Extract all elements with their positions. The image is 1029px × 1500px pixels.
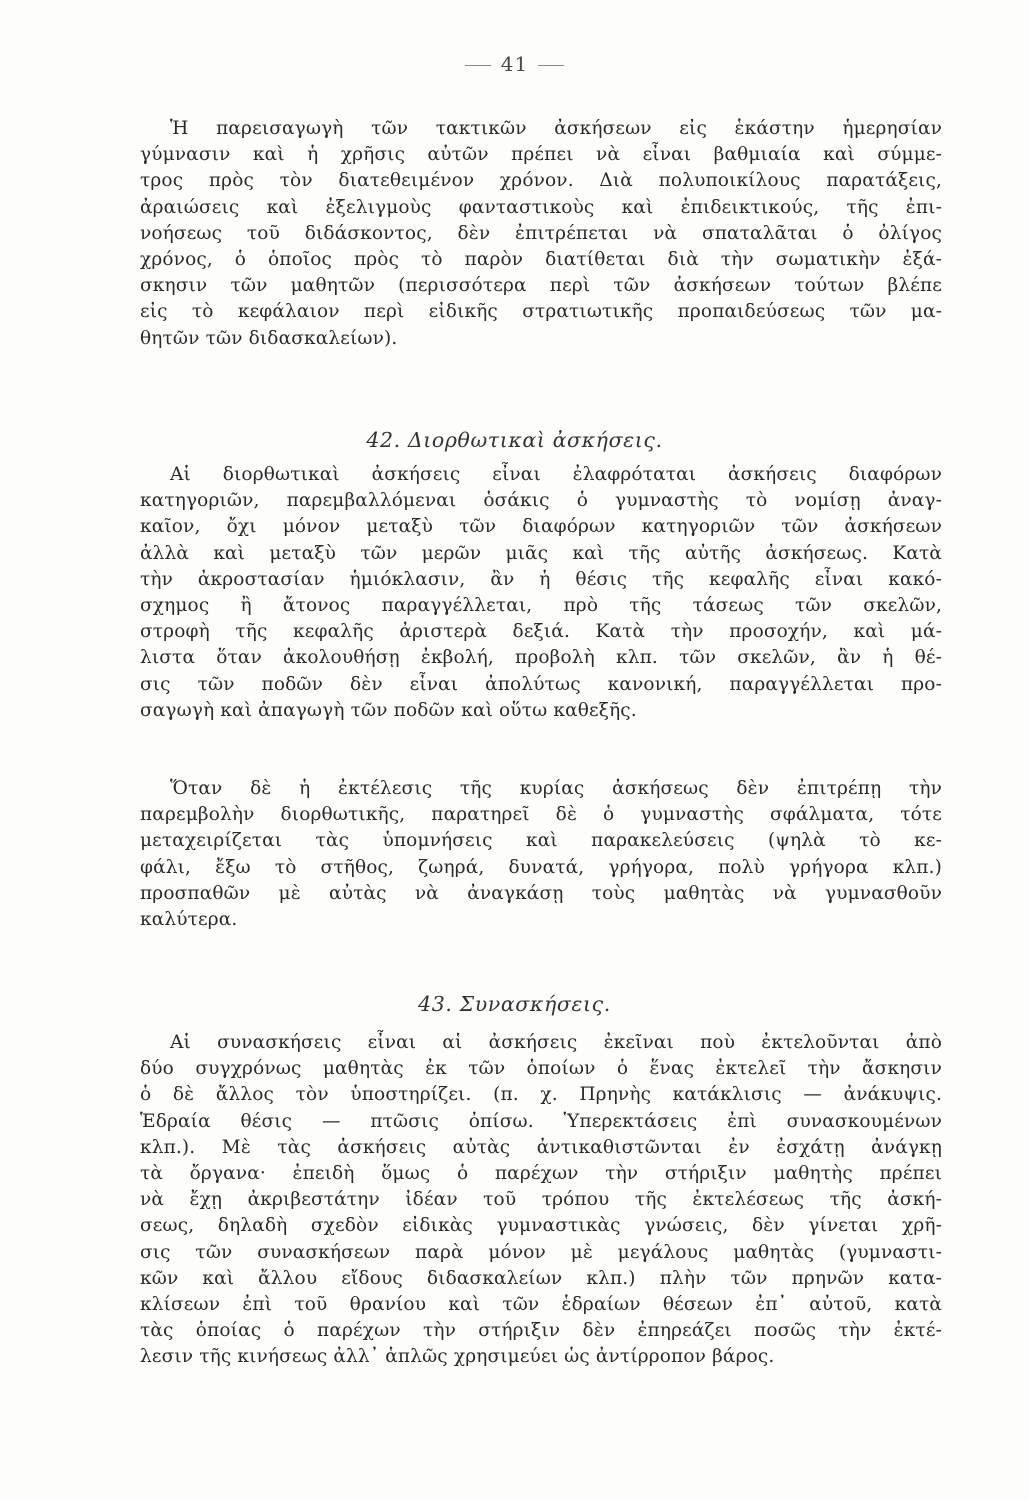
- text-line: σις τῶν συνασκήσεων παρὰ μόνον μὲ μεγάλους μαθητὰς (γυμναστι-: [140, 1241, 942, 1263]
- text-line: κατηγοριῶν, παρεμβαλλόμεναι ὁσάκις ὁ γυμναστὴς τὸ νομίσῃ ἀναγ-: [140, 490, 942, 512]
- text-line: μεταχειρίζεται τὰς ὑπομνήσεις καὶ παρακελεύσεις (ψηλὰ τὸ κε-: [140, 830, 942, 852]
- text-line: τὴν ἀκροστασίαν ἡμιόκλασιν, ἂν ἡ θέσις τῆς κεφαλῆς εἶναι κακό-: [140, 568, 942, 590]
- text-line: ἀραιώσεις καὶ ἐξελιγμοὺς φανταστικοὺς καὶ ἐπιδεικτικούς, τῆς ἐπι-: [140, 196, 942, 218]
- text-line: νοήσεως τοῦ διδάσκοντος, δὲν ἐπιτρέπεται νὰ σπαταλᾶται ὁ ὀλίγος: [140, 222, 942, 244]
- text-line: ἀλλὰ καὶ μεταξὺ τῶν μερῶν μιᾶς καὶ τῆς αὐτῆς ἀσκήσεως. Κατὰ: [140, 542, 942, 564]
- paragraph-corrective-exercises: [140, 462, 942, 724]
- text-line: σκησιν τῶν μαθητῶν (περισσότερα περὶ τῶν ἀσκήσεων τούτων βλέπε: [140, 275, 942, 297]
- text-line: σις τῶν ποδῶν δὲν εἶναι ἀπολύτως κανονική, παραγγέλλεται προ-: [140, 673, 942, 695]
- text-line: Ὅταν δὲ ἡ ἐκτέλεσις τῆς κυρίας ἀσκήσεως δὲν ἐπιτρέπῃ τὴν: [170, 778, 942, 799]
- text-line: λιστα ὅταν ἀκολουθήσῃ ἐκβολή, προβολὴ κλπ. τῶν σκελῶν, ἂν ἡ θέ-: [140, 647, 942, 669]
- right-dash-divider: [538, 65, 564, 66]
- page-number-header: [0, 52, 1029, 76]
- text-line: Αἱ διορθωτικαὶ ἀσκήσεις εἶναι ἐλαφρόταται ἀσκήσεις διαφόρων: [170, 464, 942, 485]
- text-line: δύο συγχρόνως μαθητὰς ἐκ τῶν ὁποίων ὁ ἕνας ἐκτελεῖ τὴν ἄσκησιν: [140, 1058, 942, 1080]
- text-line: καλύτερα.: [140, 909, 238, 931]
- section-heading-43: 43. Συνασκήσεις.: [418, 992, 611, 1016]
- text-line: παρεμβολὴν διορθωτικῆς, παρατηρεῖ δὲ ὁ γυμναστὴς σφάλματα, τότε: [140, 804, 942, 826]
- text-line: νὰ ἔχῃ ἀκριβεστάτην ἰδέαν τοῦ τρόπου τῆς ἐκτελέσεως τῆς ἀσκή-: [140, 1189, 942, 1211]
- text-line: τρος πρὸς τὸν διατεθειμένον χρόνον. Διὰ πολυποικίλους παρατάξεις,: [140, 170, 942, 192]
- paragraph-partner-exercises: [140, 1030, 942, 1371]
- section-heading-42: 42. Διορθωτικαὶ ἀσκήσεις.: [366, 428, 663, 452]
- text-line: καῖον, ὄχι μόνον μεταξὺ τῶν διαφόρων κατηγοριῶν τῶν ἀσκήσεων: [140, 516, 942, 538]
- page-number: 41: [500, 52, 529, 76]
- text-line: τὰς ὁποίας ὁ παρέχων τὴν στήριξιν δὲν ἐπηρεάζει ποσῶς τὴν ἐκτέ-: [140, 1320, 942, 1342]
- text-line: κῶν καὶ ἄλλου εἴδους διδασκαλείων κλπ.) πλὴν τῶν πρηνῶν κατα-: [140, 1267, 942, 1289]
- text-line: γύμνασιν καὶ ἡ χρῆσις αὐτῶν πρέπει νὰ εἶναι βαθμιαία καὶ σύμμε-: [140, 144, 942, 166]
- text-line: θητῶν τῶν διδασκαλείων).: [140, 327, 398, 349]
- text-line: Ἑδραία θέσις — πτῶσις ὀπίσω. Ὑπερεκτάσεις ἐπὶ συνασκουμένων: [140, 1110, 942, 1132]
- text-line: φάλι, ἔξω τὸ στῆθος, ζωηρά, δυνατά, γρήγορα, πολὺ γρήγορα κλπ.): [140, 856, 942, 878]
- left-dash-divider: [465, 65, 491, 66]
- text-line: ὁ δὲ ἄλλος τὸν ὑποστηρίζει. (π. χ. Πρηνὴς κατάκλισις — ἀνάκυψις.: [140, 1084, 942, 1106]
- text-line: σαγωγὴ καὶ ἀπαγωγὴ τῶν ποδῶν καὶ οὕτω καθεξῆς.: [140, 699, 637, 721]
- paragraph-tactical-exercises: [140, 116, 942, 352]
- paragraph-reminders: [140, 776, 942, 933]
- text-line: εἰς τὸ κεφάλαιον περὶ εἰδικῆς στρατιωτικῆς προπαιδεύσεως τῶν μα-: [140, 301, 942, 323]
- text-line: σχημος ἢ ἄτονος παραγγέλλεται, πρὸ τῆς τάσεως τῶν σκελῶν,: [140, 595, 942, 617]
- text-line: Αἱ συνασκήσεις εἶναι αἱ ἀσκήσεις ἐκεῖναι ποὺ ἐκτελοῦνται ἀπὸ: [170, 1032, 942, 1053]
- text-line: σεως, δηλαδὴ σχεδὸν εἰδικὰς γυμναστικὰς γνώσεις, δὲν γίνεται χρῆ-: [140, 1215, 942, 1237]
- text-line: λεσιν τῆς κινήσεως ἀλλ᾽ ἁπλῶς χρησιμεύει ὡς ἀντίρροπον βάρος.: [140, 1346, 775, 1368]
- text-line: κλπ.). Μὲ τὰς ἀσκήσεις αὐτὰς ἀντικαθιστῶνται ἐν ἐσχάτῃ ἀνάγκῃ: [140, 1136, 942, 1158]
- text-line: τὰ ὄργανα· ἐπειδὴ ὅμως ὁ παρέχων τὴν στήριξιν μαθητὴς πρέπει: [140, 1163, 942, 1185]
- text-line: στροφὴ τῆς κεφαλῆς ἀριστερὰ δεξιά. Κατὰ τὴν προσοχήν, καὶ μά-: [140, 621, 942, 643]
- text-line: κλίσεων ἐπὶ τοῦ θρανίου καὶ τῶν ἑδραίων θέσεων ἐπ᾽ αὐτοῦ, κατὰ: [140, 1294, 942, 1316]
- text-line: Ἡ παρεισαγωγὴ τῶν τακτικῶν ἀσκήσεων εἰς ἑκάστην ἡμερησίαν: [170, 118, 942, 139]
- text-line: προσπαθῶν μὲ αὐτὰς νὰ ἀναγκάσῃ τοὺς μαθητὰς νὰ γυμνασθοῦν: [140, 882, 942, 904]
- text-line: χρόνος, ὁ ὁποῖος πρὸς τὸ παρὸν διατίθεται διὰ τὴν σωματικὴν ἐξά-: [140, 249, 942, 271]
